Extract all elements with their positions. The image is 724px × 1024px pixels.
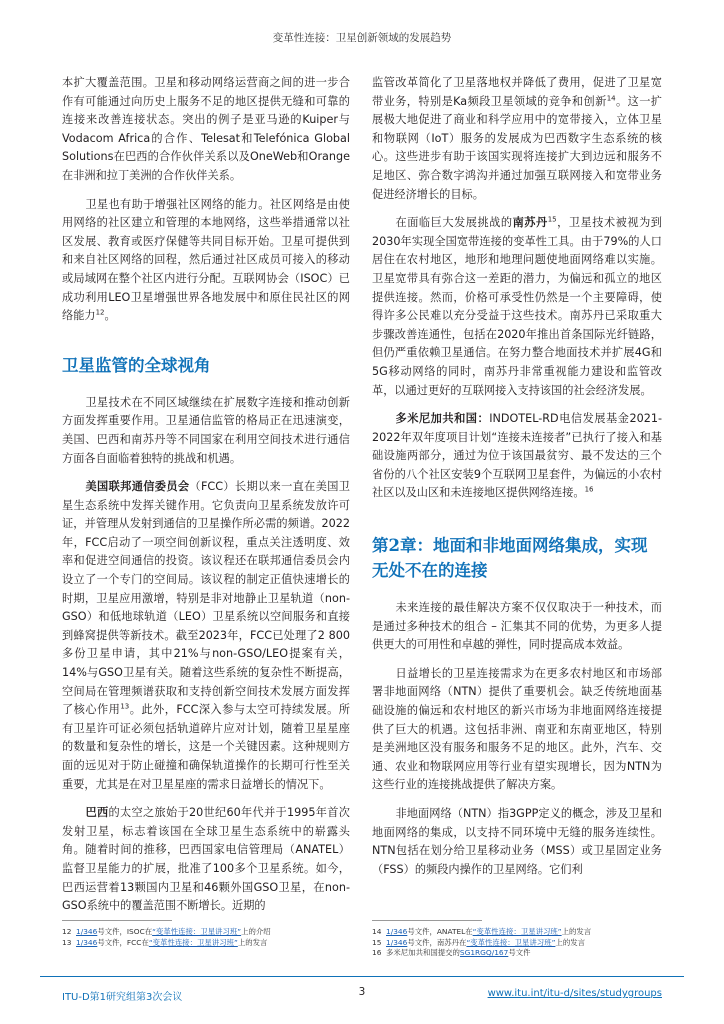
paragraph: 日益增长的卫星连接需求为在更多农村地区和市场部署非地面网络（NTN）提供了重要机会。缺乏传统地面基础设施的偏远和农村地区的新兴市场为非地面网络连接提供了巨大的机遇。这包括非洲、南亚和东南亚地区，特别是美洲地区没有服务和服务不足的地区。此外，汽车、交通、农业和物联网应用等行业有望实现增长，因为NTN为这些行业的连接挑战提供了解决方案。: [372, 666, 662, 792]
footnote-link[interactable]: 1/346: [76, 937, 98, 947]
footnote: 15 1/346号文件，南苏丹在“变革性连接：卫星讲习班”上的发言: [372, 937, 585, 947]
paragraph: 本扩大覆盖范围。卫星和移动网络运营商之间的进一步合作有可能通过向历史上服务不足的地区提供无缝和可靠的连接来改善连接状态。突出的例子是亚马逊的Kuiper与Vodacom Africa的合作、Telesat和Telefónica Global Solutions在巴西的合作伙伴关系以及OneWeb和Orange在非洲和拉丁美洲的合作伙伴关系。: [62, 76, 350, 182]
footnote: 16 多米尼加共和国提交的SG1RGQ/167号文件: [372, 948, 531, 957]
footnote-link[interactable]: “变革性连接：卫星讲习班”: [472, 927, 562, 936]
footer-divider: [40, 976, 684, 977]
footnote-link[interactable]: SG1RGQ/167: [459, 948, 509, 957]
footnote-link[interactable]: 1/346: [386, 927, 408, 936]
footnote-divider: [372, 920, 482, 921]
paragraph: 多米尼加共和国：INDOTEL-RD电信发展基金2021-2022年双年度项目计划“连接未连接者”已执行了接入和基础设施两部分，通过为位于该国最贫穷、最不发达的三个省份的八个社区安装9个互联网卫星套件，为偏远的小农村社区以及山区和未连接地区提供网络连接。$^{16}$: [372, 412, 662, 500]
footnote-link[interactable]: “变革性连接：卫星讲习班”: [148, 937, 238, 947]
running-header: 变革性连接：卫星创新领域的发展趋势: [272, 32, 452, 44]
footnote: 12 1/346号文件，ISOC在“变革性连接：卫星讲习班”上的介绍: [62, 927, 271, 936]
footnote-link[interactable]: 1/346: [76, 927, 98, 936]
footer-meeting-label: ITU-D第1研究组第3次会议: [62, 992, 183, 1003]
chapter-heading: 第2章：地面和非地面网络集成，实现无处不在的连接: [372, 536, 648, 581]
footnote-ref[interactable]: 13: [120, 702, 130, 711]
footer-website-link[interactable]: www.itu.int/itu-d/sites/studygroups: [487, 988, 662, 999]
footnote: 13 1/346号文件，FCC在“变革性连接：卫星讲习班”上的发言: [62, 937, 268, 947]
footnote-divider: [62, 920, 172, 921]
footnote-link[interactable]: “变革性连接：卫星讲习班”: [466, 937, 556, 947]
footnote-ref[interactable]: 16: [584, 485, 594, 494]
footnote-ref[interactable]: 15: [547, 215, 557, 224]
page-number: 3: [358, 986, 366, 998]
footnote-ref[interactable]: 12: [95, 308, 105, 317]
paragraph: 在面临巨大发展挑战的南苏丹$^{15}$，卫星技术被视为到2030年实现全国宽带连接的变革性工具。由于79%的人口居住在农村地区，地形和地理问题使地面网络难以实施。卫星宽带具有弥合这一差距的潜力，为偏远和孤立的地区提供连接。然而，价格可承受性仍然是一个主要障碍，使得许多公民难以充分受益于这些技术。南苏丹已采取重大步骤改善连通性，包括在2020年推出首条国际光纤链路，但仍严重依赖卫星通信。在努力整合地面技术并扩展4G和5G移动网络的同时，南苏丹非常重视能力建设和监管改革，以通过更好的互联网接入支持该国的社会经济发展。: [372, 215, 662, 397]
paragraph: 未来连接的最佳解决方案不仅仅取决于一种技术，而是通过多种技术的组合 – 汇集其不同的优势，为更多人提供更大的可用性和卓越的弹性，同时提高成本效益。: [372, 601, 662, 652]
left-column: [62, 74, 350, 916]
footnote: 14 1/346号文件，ANATEL在“变革性连接：卫星讲习班”上的发言: [372, 927, 592, 936]
right-column: [372, 74, 662, 879]
footnote-ref[interactable]: 14: [606, 93, 616, 102]
footnotes-right: [372, 927, 662, 959]
paragraph: 监管改革简化了卫星落地权并降低了费用，促进了卫星宽带业务，特别是Ka频段卫星领域的竞争和创新$^{14}$。这一扩展极大地促进了商业和科学应用中的宽带接入，立体卫星和物联网（IoT）服务的发展成为巴西数字生态系统的核心。这些进步有助于该国实现将连接扩大到边远和服务不足地区、弥合数字鸿沟并通过加强互联网接入和宽带业务促进经济增长的目标。: [372, 76, 662, 201]
paragraph: 非地面网络（NTN）指3GPP定义的概念，涉及卫星和地面网络的集成，以支持不同环境中无缝的服务连续性。NTN包括在划分给卫星移动业务（MSS）或卫星固定业务（FSS）的频段内操作的卫星网络。它们利: [372, 807, 662, 876]
paragraph: 巴西的太空之旅始于20世纪60年代并于1995年首次发射卫星，标志着该国在全球卫星生态系统中的崭露头角。随着时间的推移，巴西国家电信管理局（ANATEL）监督卫星能力的扩展，批准了100多个卫星系统。如今，巴西运营着13颗国内卫星和46颗外国GSO卫星，在non-GSO系统中的覆盖范围不断增长。近期的: [62, 806, 350, 913]
footnote-link[interactable]: 1/346: [386, 937, 408, 947]
paragraph: 卫星技术在不同区域继续在扩展数字连接和推动创新方面发挥重要作用。卫星通信监管的格局正在迅速演变，美国、巴西和南苏丹等不同国家在利用空间技术进行通信方面各自面临着独特的挑战和机遇。: [62, 395, 350, 465]
paragraph: 美国联邦通信委员会（FCC）长期以来一直在美国卫星生态系统中发挥关键作用。它负责向卫星系统发放许可证，并管理从发射到通信的卫星操作所必需的频谱。2022年，FCC启动了一项空间创新议程，重点关注透明度、效率和促进空间通信的投资。该议程还在联邦通信委员会内设立了一个专门的空间局。该议程的制定正值快速增长的时期，卫星应用激增，特别是非对地静止卫星轨道（non-GSO）和低地球轨道（LEO）卫星系统以空间服务和直接到蜂窝提供等新技术。截至2023年，FCC已处理了2 800多份卫星申请，其中21%与non-GSO/LEO提案有关，14%与GSO卫星有关。随着这些系统的复杂性不断提高，空间局在管理频谱获取和支持创新空间技术发展方面发挥了核心作用$^{13}$。此外，FCC深入参与太空可持续发展。所有卫星许可证必须包括轨道碎片应对计划，随着卫星星座的数量和复杂性的增长，这是一个关键因素。这种规则方面的远见对于防止碰撞和确保轨道操作的长期可行性至关重要，尤其是在对卫星星座的需求日益增长的情况下。: [62, 480, 350, 791]
section-heading: 卫星监管的全球视角: [62, 355, 211, 375]
footnote-link[interactable]: “变革性连接：卫星讲习班”: [152, 927, 242, 936]
paragraph: 卫星也有助于增强社区网络的能力。社区网络是由使用网络的社区建立和管理的本地网络，这些举措通常以社区发展、教育或医疗保健等共同目标开始。卫星可提供到和来自社区网络的回程，然后通过社区成员可接入的移动或局域网在整个社区内进行分配。互联网协会（ISOC）已成功利用LEO卫星增强世界各地发展中和原住民社区的网络能力$^{12}$。: [62, 197, 350, 323]
footnotes-left: [62, 927, 350, 948]
